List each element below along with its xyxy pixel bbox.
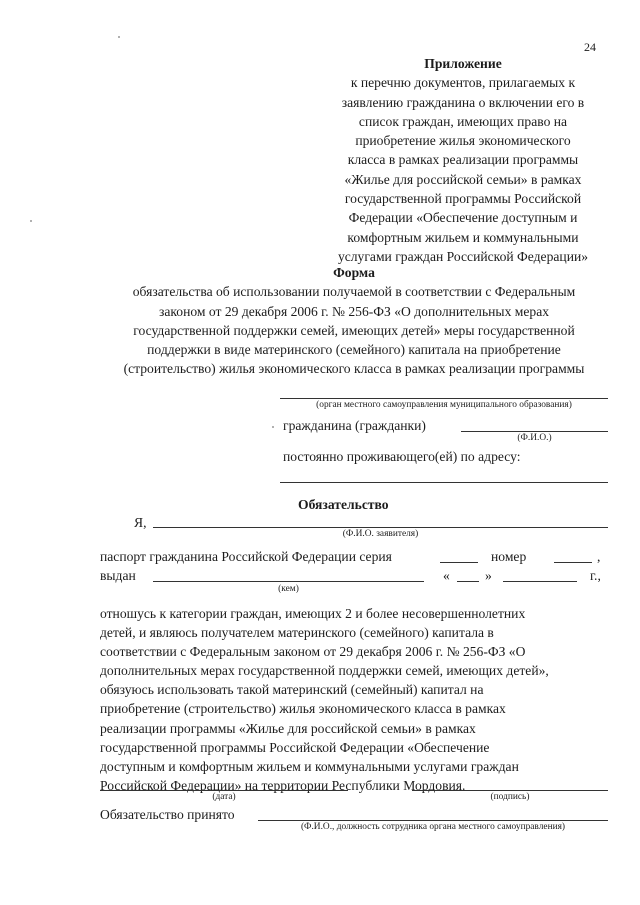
- body-line: обязуюсь использовать такой материнский (семейный) капитал на: [100, 682, 484, 698]
- appendix-title: Приложение: [424, 56, 502, 71]
- date-field-line[interactable]: [100, 790, 348, 791]
- year-suffix: г.,: [590, 568, 601, 583]
- appendix-line: «Жилье для российской семьи» в рамках: [344, 171, 582, 187]
- body-line: дополнительных мерах государственной поддержки семей, имеющих детей»,: [100, 663, 549, 679]
- appendix-line: государственной программы Российской: [344, 191, 582, 207]
- employee-field-line[interactable]: [258, 820, 608, 821]
- body-line: государственной программы Российской Федерации «Обеспечение: [100, 739, 490, 755]
- citizen-fio-field-line[interactable]: [461, 431, 608, 432]
- appendix-header: [320, 54, 606, 266]
- appendix-line: класса в рамках реализации программы: [347, 152, 579, 168]
- body-line: Российской Федерации» на территории Республики Мордовия.: [100, 777, 466, 793]
- body-line: доступным и комфортным жильем и коммунальными услугами граждан: [100, 758, 519, 774]
- issue-day-field-line[interactable]: [457, 581, 479, 582]
- page-number: 24: [584, 40, 596, 54]
- fio-caption: (Ф.И.О.): [517, 433, 552, 443]
- body-line: соответствии с Федеральным законом от 29 декабря 2006 г. № 256-ФЗ «О: [100, 644, 526, 660]
- body-line: реализации программы «Жилье для российской семьи» в рамках: [100, 720, 476, 736]
- body-line: приобретение (строительство) жилья экономического класса в рамках: [100, 701, 506, 717]
- employee-caption: (Ф.И.О., должность сотрудника органа местного самоуправления): [300, 822, 566, 832]
- issued-label: выдан: [100, 568, 136, 583]
- comma-mark: ,: [597, 549, 601, 564]
- signature-field-line[interactable]: [412, 790, 608, 791]
- obligation-body: [100, 604, 608, 795]
- form-line: законом от 29 декабря 2006 г. № 256-ФЗ «О дополнительных мерах: [158, 303, 550, 319]
- appendix-line: приобретение жилья экономического: [355, 133, 571, 149]
- passport-number-field-line[interactable]: [554, 562, 592, 563]
- form-title: Форма: [333, 265, 375, 280]
- appendix-line: Федерации «Обеспечение доступным и: [348, 210, 578, 226]
- body-line: детей, и являюсь получателем материнского (семейного) капитала в: [100, 625, 494, 641]
- applicant-caption: (Ф.И.О. заявителя): [342, 529, 419, 539]
- appendix-line: комфортным жильем и коммунальными: [347, 229, 579, 245]
- scan-speck: [30, 220, 32, 222]
- address-label: постоянно проживающего(ей) по адресу:: [283, 449, 521, 464]
- org-field-line[interactable]: [280, 398, 608, 399]
- org-caption: (орган местного самоуправления муниципального образования): [316, 400, 572, 410]
- applicant-fio-field-line[interactable]: [153, 527, 608, 528]
- appendix-line: услугами граждан Российской Федерации»: [337, 248, 589, 264]
- form-line: обязательства об использовании получаемой в соответствии с Федеральным: [132, 284, 576, 300]
- issued-by-field-line[interactable]: [153, 581, 424, 582]
- form-line: (строительство) жилья экономического класса в рамках реализации программы: [123, 361, 585, 377]
- close-quote: »: [485, 568, 492, 583]
- form-line: поддержки в виде материнского (семейного) капитала на приобретение: [147, 342, 561, 358]
- passport-label: паспорт гражданина Российской Федерации серия: [100, 549, 392, 564]
- form-header: [100, 263, 608, 379]
- address-field-line[interactable]: [280, 482, 608, 483]
- appendix-line: заявлению гражданина о включении его в: [341, 94, 585, 110]
- citizen-label: гражданина (гражданки): [283, 418, 426, 433]
- by-whom-caption: (кем): [278, 584, 299, 594]
- body-line: отношусь к категории граждан, имеющих 2 и более несовершеннолетних: [100, 606, 526, 621]
- date-caption: (дата): [212, 792, 236, 802]
- passport-series-field-line[interactable]: [440, 562, 478, 563]
- obligation-title: Обязательство: [298, 497, 389, 512]
- appendix-line: список граждан, имеющих право на: [358, 113, 568, 129]
- scan-speck: [272, 426, 274, 428]
- appendix-line: к перечню документов, прилагаемых к: [350, 75, 576, 91]
- signature-caption: (подпись): [490, 792, 530, 802]
- scan-speck: [118, 36, 120, 38]
- i-label: Я,: [134, 515, 147, 530]
- open-quote: «: [443, 568, 450, 583]
- form-line: государственной поддержки семей, имеющих детей» меры государственной: [133, 322, 575, 338]
- issue-month-year-field-line[interactable]: [503, 581, 577, 582]
- number-label: номер: [491, 549, 527, 564]
- accepted-label: Обязательство принято: [100, 807, 235, 822]
